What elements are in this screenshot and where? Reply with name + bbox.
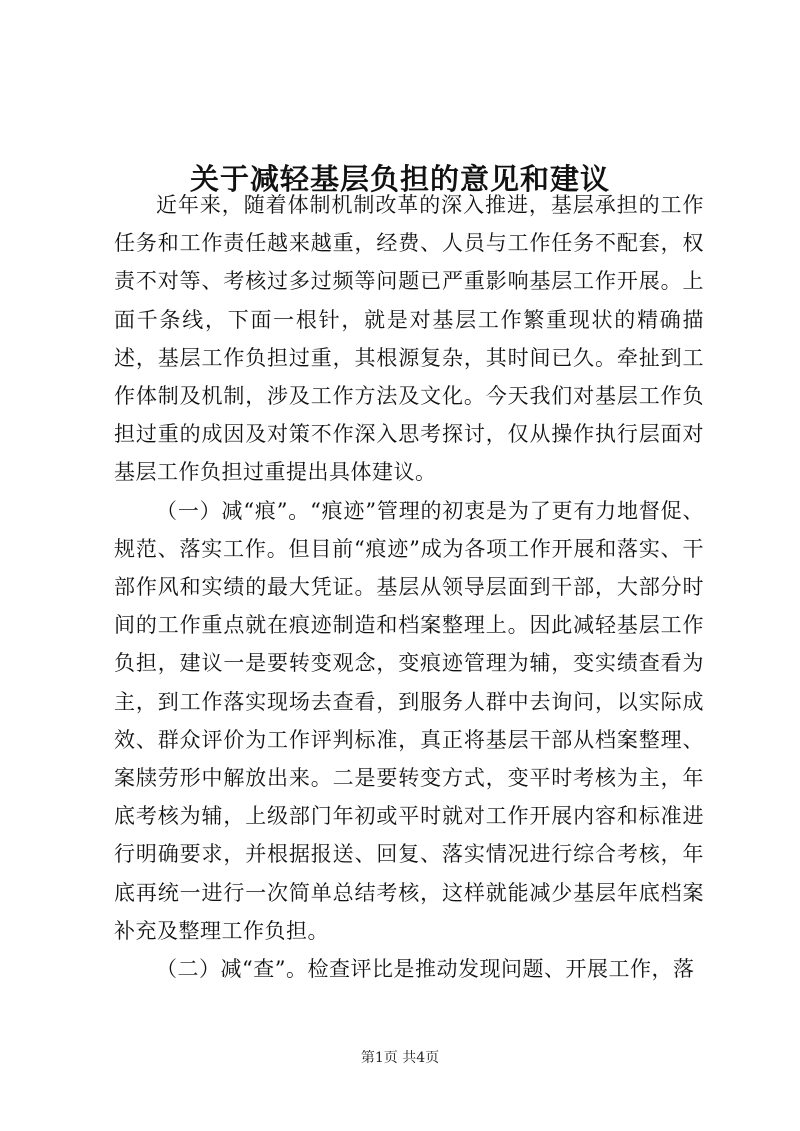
- document-body: [114, 186, 704, 988]
- paragraph-intro: 近年来，随着体制机制改革的深入推进，基层承担的工作任务和工作责任越来越重，经费、人员与工作任务不配套，权责不对等、考核过多过频等问题已严重影响基层工作开展。上面千条线，下面一根针，就是对基层工作繁重现状的精确描述，基层工作负担过重，其根源复杂，其时间已久。牵扯到工作体制及机制，涉及工作方法及文化。今天我们对基层工作负担过重的成因及对策不作深入思考探讨，仅从操作执行层面对基层工作负担过重提出具体建议。: [114, 193, 704, 485]
- page-number-footer: 第1页 共4页: [360, 1050, 440, 1066]
- paragraph-reduce-traces: （一）减“痕”。“痕迹”管理的初衷是为了更有力地督促、规范、落实工作。但目前“痕迹”成为各项工作开展和落实、干部作风和实绩的最大凭证。基层从领导层面到干部，大部分时间的工作重点就在痕迹制造和档案整理上。因此减轻基层工作负担，建议一是要转变观念，变痕迹管理为辅，变实绩查看为主，到工作落实现场去查看，到服务人群中去询问，以实际成效、群众评价为工作评判标准，真正将基层干部从档案整理、案牍劳形中解放出来。二是要转变方式，变平时考核为主，年底考核为辅，上级部门年初或平时就对工作开展内容和标准进行明确要求，并根据报送、回复、落实情况进行综合考核，年底再统一进行一次简单总结考核，这样就能减少基层年底档案补充及整理工作负担。: [114, 498, 704, 943]
- document-title: 关于减轻基层负担的意见和建议: [189, 162, 610, 197]
- paragraph-reduce-inspections: （二）减“查”。检查评比是推动发现问题、开展工作，落: [156, 957, 695, 982]
